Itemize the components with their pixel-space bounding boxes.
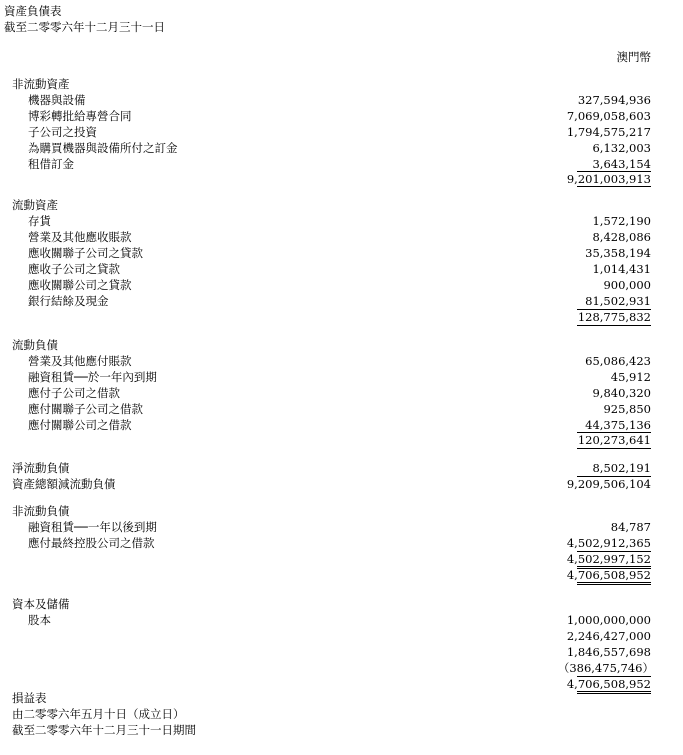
line-item-value: 8,428,086	[592, 230, 651, 244]
line-item-label: 銀行結餘及現金	[28, 294, 109, 308]
subtotal-rule	[577, 448, 651, 449]
line-item-label: 為購買機器與設備所付之訂金	[28, 141, 178, 155]
line-item-value: 1,014,431	[592, 262, 651, 276]
subtotal-rule	[577, 186, 651, 187]
line-item-value: 2,246,427,000	[566, 629, 651, 643]
line-item-label: 應付子公司之借款	[28, 386, 120, 400]
line-item-label: 存貨	[28, 214, 51, 228]
line-item-label: 應收關聯子公司之貸款	[28, 246, 143, 260]
line-item-label: 租借訂金	[28, 157, 74, 171]
section-heading-current-assets: 流動資產	[12, 198, 58, 212]
net-current-liabilities-value: 8,502,191	[592, 461, 651, 475]
line-item-value: 1,794,575,217	[566, 125, 651, 139]
section-heading-capital-reserves: 資本及儲備	[12, 597, 70, 611]
line-item-value: 3,643,154	[592, 157, 651, 171]
total-assets-less-current-liabilities-value: 9,209,506,104	[566, 477, 651, 491]
subtotal-rule	[577, 325, 651, 326]
line-item-label: 營業及其他應收賬款	[28, 230, 132, 244]
line-item-value: 81,502,931	[585, 294, 651, 308]
income-statement-period-start: 由二零零六年五月十日（成立日）	[12, 707, 185, 721]
statement-title: 資產負債表	[4, 4, 62, 18]
line-item-label: 子公司之投資	[28, 125, 97, 139]
line-item-value: 4,502,912,365	[566, 536, 651, 550]
line-item-value: 900,000	[603, 278, 651, 292]
double-rule	[577, 584, 651, 585]
line-item-value: 84,787	[610, 520, 651, 534]
line-item-value: 6,132,003	[592, 141, 651, 155]
double-rule	[577, 582, 651, 583]
line-item-label: 融資租賃──一年以後到期	[28, 520, 157, 534]
line-item-label: 應付最終控股公司之借款	[28, 536, 155, 550]
line-item-label: 股本	[28, 613, 51, 627]
income-statement-period-end: 截至二零零六年十二月三十一日期間	[12, 723, 196, 737]
line-item-label: 應付關聯子公司之借款	[28, 402, 143, 416]
net-assets-total: 4,706,508,952	[566, 568, 651, 582]
line-item-value: 1,000,000,000	[566, 613, 651, 627]
line-item-value: 44,375,136	[585, 418, 651, 432]
line-item-label: 融資租賃──於一年內到期	[28, 370, 157, 384]
section-heading-non-current-assets: 非流動資產	[12, 77, 70, 91]
line-item-label: 營業及其他應付賬款	[28, 354, 132, 368]
line-item-label: 應收關聯公司之貸款	[28, 278, 132, 292]
statement-date: 截至二零零六年十二月三十一日	[4, 20, 165, 34]
line-item-value: （386,475,746）	[557, 661, 654, 675]
net-current-liabilities-label: 淨流動負債	[12, 461, 70, 475]
capital-total: 4,706,508,952	[566, 677, 651, 691]
line-item-value: 35,358,194	[585, 246, 651, 260]
line-item-value: 327,594,936	[577, 93, 651, 107]
line-item-label: 應收子公司之貸款	[28, 262, 120, 276]
line-item-label: 機器與設備	[28, 93, 86, 107]
line-item-value: 1,846,557,698	[566, 645, 651, 659]
section-total: 120,273,641	[577, 433, 651, 447]
section-heading-non-current-liabilities: 非流動負債	[12, 504, 70, 518]
line-item-value: 65,086,423	[585, 354, 651, 368]
line-item-label: 博彩轉批給專營合同	[28, 109, 132, 123]
section-total: 128,775,832	[577, 310, 651, 324]
line-item-value: 45,912	[610, 370, 651, 384]
line-item-label: 應付關聯公司之借款	[28, 418, 132, 432]
line-item-value: 1,572,190	[592, 214, 651, 228]
double-rule	[577, 691, 651, 692]
line-item-value: 9,840,320	[592, 386, 651, 400]
section-total: 9,201,003,913	[566, 172, 651, 186]
currency-label: 澳門幣	[616, 50, 651, 64]
income-statement-title: 損益表	[12, 691, 47, 705]
section-heading-current-liabilities: 流動負債	[12, 338, 58, 352]
double-rule	[577, 693, 651, 694]
section-total: 4,502,997,152	[566, 552, 651, 566]
line-item-value: 925,850	[603, 402, 651, 416]
line-item-value: 7,069,058,603	[566, 109, 651, 123]
total-assets-less-current-liabilities-label: 資產總額減流動負債	[12, 477, 116, 491]
